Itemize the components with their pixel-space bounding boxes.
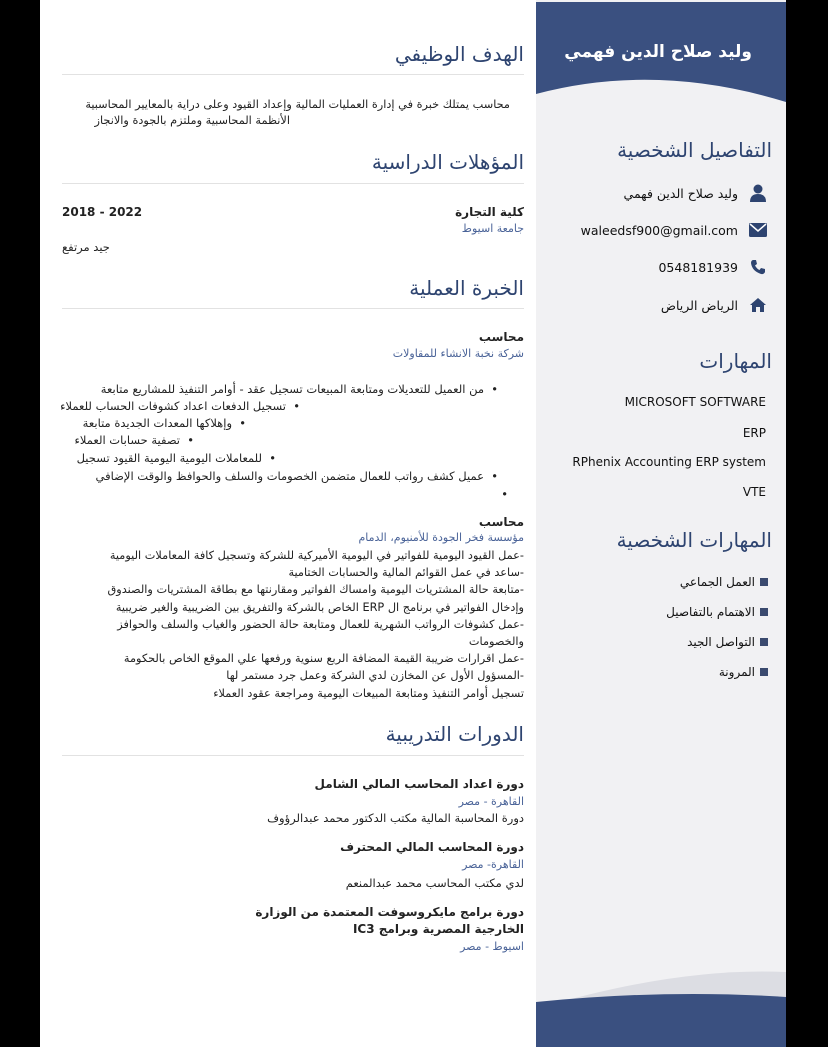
job1-company: شركة نخبة الانشاء للمقاولات (392, 347, 524, 360)
list-item: • تسجيل الدفعات اعداد كشوفات الحساب للعملاء (60, 399, 286, 413)
contact-name: وليد صلاح الدين فهمي (623, 185, 738, 201)
soft-skill-item: التواصل الجيد (687, 635, 768, 649)
course1-title: دورة اعداد المحاسب المالي الشامل (314, 777, 524, 791)
course2-title: دورة المحاسب المالي المحترف (340, 840, 524, 854)
envelope-icon (748, 220, 768, 240)
contact-address: الرياض الرياض (660, 297, 738, 313)
education-school: كلية التجارة (455, 205, 524, 219)
divider (62, 308, 524, 309)
list-item: • عميل كشف رواتب للعمال متضمن الخصومات والسلف والحوافظ والوقت الإضافي (96, 469, 484, 483)
square-bullet-icon (760, 578, 768, 586)
divider (62, 183, 524, 184)
objective-title: الهدف الوظيفي (394, 42, 524, 66)
main-column (62, 0, 524, 1047)
soft-skills-title: المهارات الشخصية (616, 528, 772, 552)
contact-email-row (581, 219, 768, 241)
course2-place: القاهرة- مصر (462, 858, 524, 871)
job2-company: مؤسسة فخر الجودة للأمنيوم، الدمام (358, 531, 524, 544)
skill-item: RPhenix Accounting ERP system (572, 455, 766, 469)
course3-title-line2: الخارجية المصرية وبرامج IC3 (352, 922, 524, 936)
course1-place: القاهرة - مصر (458, 795, 524, 808)
list-item: • من العميل للتعديلات ومتابعة المبيعات تسجيل عقد - أوامر التنفيذ للمشاريع متابعة (101, 382, 484, 396)
course1-desc: دورة المحاسبة المالية مكتب الدكتور محمد عبدالرؤوف (267, 811, 524, 825)
contact-address-row (661, 294, 768, 316)
experience-title: الخبرة العملية (409, 276, 524, 300)
contact-phone: 0548181939 (658, 259, 738, 275)
course3-place: اسيوط - مصر (460, 940, 524, 953)
job1-title: محاسب (478, 330, 524, 344)
objective-text: محاسب يمتلك خبرة في إدارة العمليات المالية وإعداد القيود وعلى دراية بالمعايير المحاسبية الأنظمة المحاسبية وملتزم بالجودة والانجاز (85, 98, 510, 127)
contact-phone-row (658, 256, 768, 278)
sidebar (536, 0, 786, 1047)
divider (62, 755, 524, 756)
soft-skill-item: العمل الجماعي (680, 575, 768, 589)
courses-title: الدورات التدريبية (385, 722, 524, 746)
skill-item: VTE (742, 485, 766, 499)
soft-skill-item: الاهتمام بالتفاصيل (666, 605, 768, 619)
divider (62, 74, 524, 75)
skills-title: المهارات (699, 349, 772, 373)
bottom-wave-decoration (536, 897, 786, 1047)
list-item: • للمعاملات اليومية اليومية القيود تسجيل (77, 451, 262, 465)
job2-duties: -عمل القيود اليومية للفواتير في اليومية الأميركية للشركة وتسجيل كافة المعاملات اليومية -ساعد في عمل القوائم المالية والحسابات الختامية -متابعة حالة المشتريات اليومية وامساك الفواتير ومقارنتها مع بطاقة المشتريات والصندوق وإدخال الفواتير في برنامج ال ERP الخاص بالشركة والتفريق بين الضريبية والغير ضريبية -عمل كشوفات الرواتب الشهرية للعمال ومتابعة حالة الحضور والغياب والسلف والحوافز والخصومات -عمل اقرارات ضريبة القيمة المضافة الربع سنوية ورفعها علي الموقع الخاص بالحكومة -المسؤول الأول عن المخازن لدي الشركة وعمل جرد مستمر لها تسجيل أوامر التنفيذ ومتابعة المبيعات اليومية ومراجعة عقود العملاء (107, 549, 524, 700)
education-years: 2018 - 2022 (62, 205, 143, 219)
list-item: • وإهلاكها المعدات الجديدة متابعة (83, 416, 232, 430)
list-item: • تصفية حسابات العملاء (74, 433, 180, 447)
education-title: المؤهلات الدراسية (371, 150, 524, 174)
education-grade: جيد مرتفع (62, 240, 110, 254)
personal-details-title: التفاصيل الشخصية (617, 138, 772, 162)
contact-name-row (624, 182, 768, 204)
education-university: جامعة اسيوط (461, 222, 524, 235)
candidate-name: وليد صلاح الدين فهمي (564, 42, 752, 62)
name-banner (536, 2, 786, 106)
resume-page (40, 0, 786, 1047)
skill-item: ERP (742, 426, 766, 440)
skill-item: MICROSOFT SOFTWARE (624, 395, 766, 409)
phone-icon (748, 257, 768, 277)
square-bullet-icon (760, 638, 768, 646)
course2-desc: لدي مكتب المحاسب محمد عبدالمنعم (345, 876, 524, 890)
user-icon (748, 183, 768, 203)
square-bullet-icon (760, 668, 768, 676)
job2-title: محاسب (478, 515, 524, 529)
contact-email[interactable]: waleedsf900@gmail.com (580, 222, 738, 238)
soft-skill-item: المرونة (719, 665, 768, 679)
home-icon (748, 295, 768, 315)
square-bullet-icon (760, 608, 768, 616)
course3-title: دورة برامج مايكروسوفت المعتمدة من الوزارة (255, 905, 524, 919)
